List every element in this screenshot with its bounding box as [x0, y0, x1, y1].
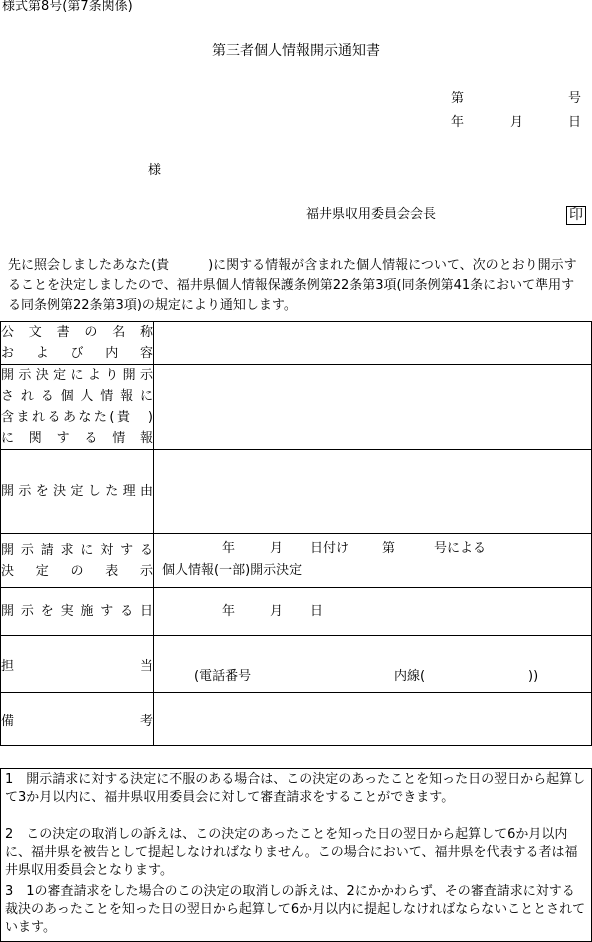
- extension-label: 内線(: [394, 669, 426, 684]
- row-label: 含まれるあなた(貴 ): [1, 410, 153, 425]
- notes-box: [0, 768, 592, 942]
- note-1: 1 開示請求に対する決定に不服のある場合は、この決定のあったことを知った日の翌日から起算して3か月以内に、福井県収用委員会に対して審査請求をすることができます。: [5, 772, 586, 805]
- date-month: 月: [510, 115, 524, 130]
- row-label: 公文書の名称: [1, 325, 153, 340]
- impl-year: 年: [222, 603, 236, 619]
- ref-go: 号: [568, 91, 582, 106]
- row-document-name: [1, 322, 592, 365]
- disclosure-table: [0, 321, 592, 746]
- decision-dated: 日付け: [310, 540, 350, 556]
- impl-month: 月: [270, 603, 284, 619]
- row-label: 備: [1, 713, 15, 729]
- row-label-cell: [1, 588, 154, 636]
- decision-text: 個人情報(一部)開示決定: [162, 562, 303, 578]
- notice-body: 先に照会しましたあなた(貴 )に関する情報が含まれた個人情報について、次のとおり開示することを決定しましたので、福井県個人情報保護条例第22条第3項(同条例第41条において準用する同条例第22条第3項)の規定により通知します。: [8, 258, 577, 313]
- row-disclosed-info: [1, 365, 592, 450]
- impl-day: 日: [310, 603, 324, 619]
- row-label: 開示請求に対する: [1, 542, 153, 558]
- value-cell: [154, 636, 592, 693]
- row-label-cell: [1, 322, 154, 365]
- ref-dai: 第: [451, 91, 465, 106]
- row-label-cell: [1, 636, 154, 693]
- value-cell: [154, 534, 592, 588]
- row-label-cell: [1, 450, 154, 534]
- issuer-name: 福井県収用委員会会長: [306, 207, 437, 222]
- decision-go: 号による: [434, 540, 487, 556]
- value-cell: [154, 588, 592, 636]
- row-reason: [1, 450, 592, 534]
- row-label: される個人情報に: [1, 389, 153, 404]
- row-label: 当: [139, 658, 153, 674]
- row-label: に関する情報: [1, 431, 153, 446]
- seal-stamp: 印: [566, 206, 586, 225]
- date-day: 日: [568, 115, 582, 130]
- date-year: 年: [451, 115, 465, 130]
- addressee-sama: 様: [148, 163, 162, 178]
- row-label: 開示決定により開示: [1, 368, 153, 383]
- row-label: 考: [139, 713, 153, 729]
- row-implementation-date: [1, 588, 592, 636]
- extension-close: )): [528, 669, 539, 684]
- row-label-cell: [1, 534, 154, 588]
- row-contact: [1, 636, 592, 693]
- decision-month: 月: [270, 540, 284, 556]
- value-cell: [154, 693, 592, 746]
- row-label-cell: [1, 365, 154, 450]
- row-label-cell: [1, 693, 154, 746]
- phone-label: (電話番号: [194, 669, 252, 684]
- decision-year: 年: [222, 540, 236, 556]
- document-title: 第三者個人情報開示通知書: [212, 43, 380, 59]
- row-decision: [1, 534, 592, 588]
- row-label: 担: [1, 658, 15, 674]
- value-cell: [154, 450, 592, 534]
- row-label: 開示を実施する日: [1, 604, 153, 619]
- row-label: 決定の表示: [1, 563, 153, 579]
- decision-dai: 第: [382, 540, 396, 556]
- note-2: 2 この決定の取消しの訴えは、この決定のあったことを知った日の翌日から起算して6か月以内に、福井県を被告として提起しなければなりません。この場合において、福井県を代表する者は福井県収用委員会となります。: [5, 827, 578, 878]
- note-3: 3 1の審査請求をした場合のこの決定の取消しの訴えは、2にかかわらず、その審査請求に対する裁決のあったことを知った日の翌日から起算して6か月以内に提起しなければならないこととされています。: [5, 884, 586, 935]
- form-number: 様式第8号(第7条関係): [2, 0, 133, 14]
- value-cell: [154, 322, 592, 365]
- row-remarks: [1, 693, 592, 746]
- row-label: 開示を決定した理由: [1, 484, 153, 499]
- row-label: および内容: [1, 346, 153, 361]
- value-cell: [154, 365, 592, 450]
